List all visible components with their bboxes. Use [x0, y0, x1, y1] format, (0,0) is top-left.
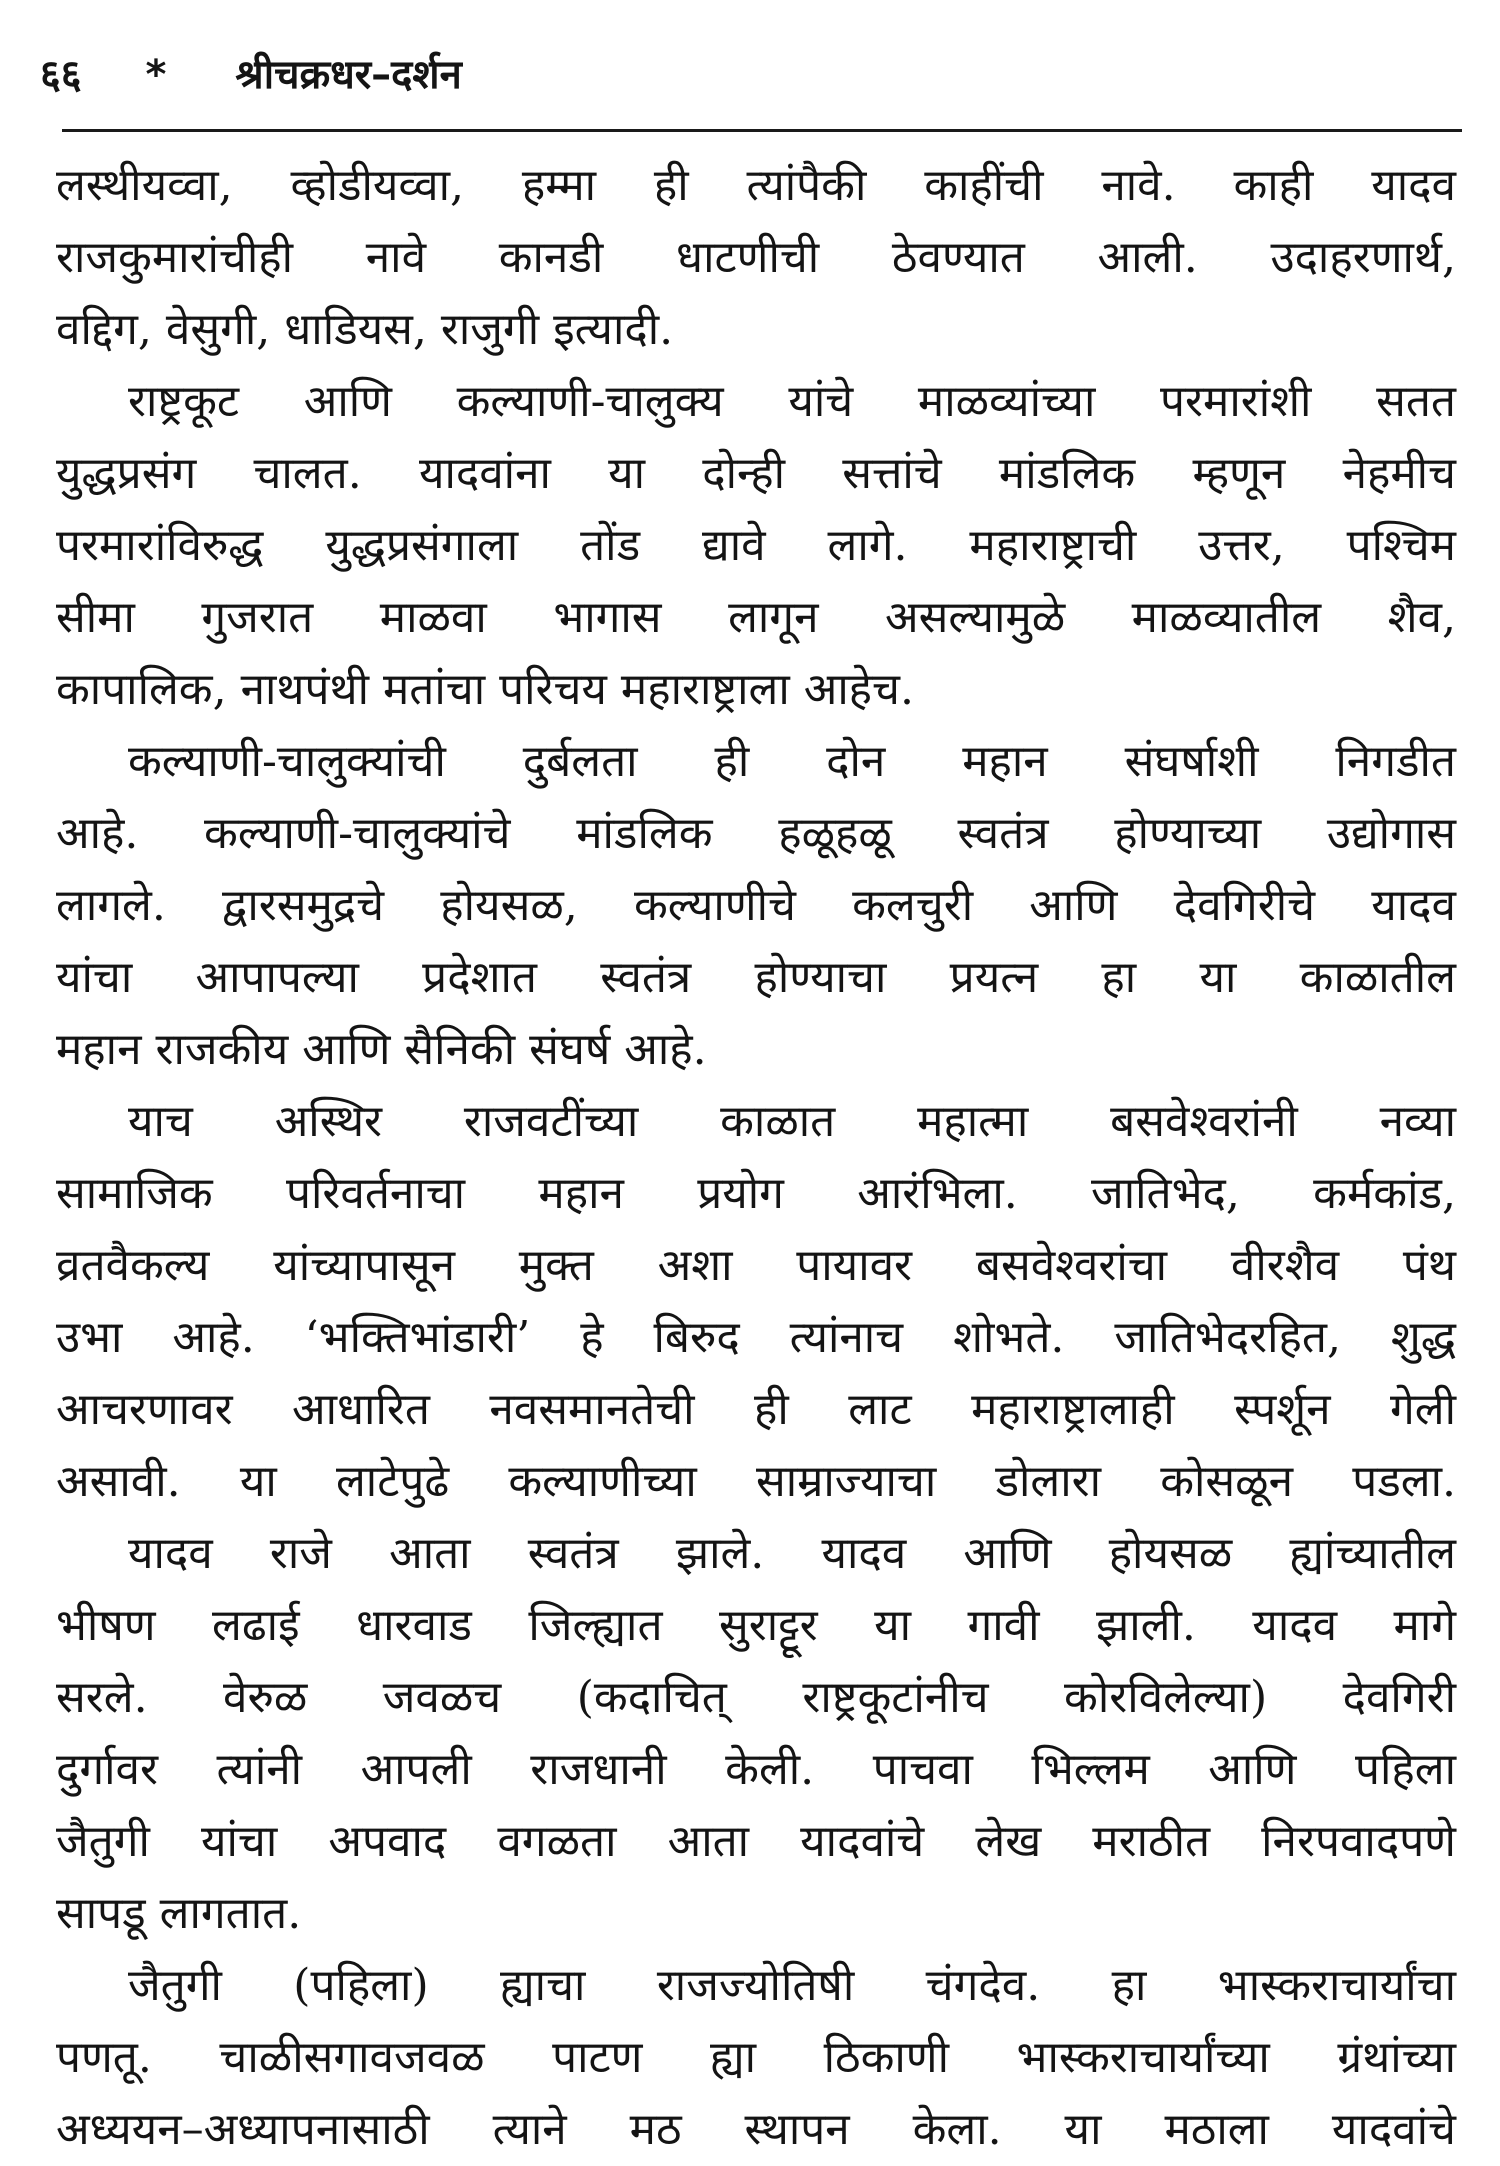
page-number: ६६ — [40, 52, 82, 98]
text-line: राजकुमारांचीही नावे कानडी धाटणीची ठेवण्यात आली. उदाहरणार्थ, — [56, 232, 1456, 283]
text-line: सरले. वेरुळ जवळच (कदाचित् राष्ट्रकूटांनीच कोरविलेल्या) देवगिरी — [56, 1672, 1456, 1723]
text-line: लागले. द्वारसमुद्रचे होयसळ, कल्याणीचे कलचुरी आणि देवगिरीचे यादव — [56, 880, 1456, 931]
text-line: व्रतवैकल्य यांच्यापासून मुक्त अशा पायावर बसवेश्वरांचा वीरशैव पंथ — [56, 1240, 1456, 1291]
body-text — [56, 150, 1456, 2166]
text-line: असावी. या लाटेपुढे कल्याणीच्या साम्राज्याचा डोलारा कोसळून पडला. — [56, 1456, 1456, 1507]
paragraph-1 — [56, 150, 1456, 366]
text-line: राष्ट्रकूट आणि कल्याणी-चालुक्य यांचे माळव्यांच्या परमारांशी सतत — [128, 376, 1456, 427]
text-line: कापालिक, नाथपंथी मतांचा परिचय महाराष्ट्राला आहेच. — [56, 664, 914, 715]
text-line: उभा आहे. ‘भक्तिभांडारी’ हे बिरुद त्यांनाच शोभते. जातिभेदरहित, शुद्ध — [56, 1312, 1456, 1363]
text-line: लस्थीयव्वा, व्होडीयव्वा, हम्मा ही त्यांपैकी काहींची नावे. काही यादव — [56, 160, 1456, 211]
text-line: सामाजिक परिवर्तनाचा महान प्रयोग आरंभिला. जातिभेद, कर्मकांड, — [56, 1168, 1456, 1219]
page-header — [40, 40, 1460, 110]
text-line: परमारांविरुद्ध युद्धप्रसंगाला तोंड द्यावे लागे. महाराष्ट्राची उत्तर, पश्चिम — [56, 520, 1456, 571]
text-line: पणतू. चाळीसगावजवळ पाटण ह्या ठिकाणी भास्कराचार्यांच्या ग्रंथांच्या — [56, 2032, 1456, 2083]
paragraph-6 — [56, 1950, 1456, 2166]
text-line: याच अस्थिर राजवटींच्या काळात महात्मा बसवेश्वरांनी नव्या — [128, 1096, 1456, 1147]
paragraph-2 — [56, 366, 1456, 726]
text-line: आहे. कल्याणी-चालुक्यांचे मांडलिक हळूहळू स्वतंत्र होण्याच्या उद्योगास — [56, 808, 1456, 859]
text-line: सापडू लागतात. — [56, 1888, 302, 1939]
text-line: दुर्गावर त्यांनी आपली राजधानी केली. पाचवा भिल्लम आणि पहिला — [56, 1744, 1456, 1795]
text-line: यादव राजे आता स्वतंत्र झाले. यादव आणि होयसळ ह्यांच्यातील — [128, 1528, 1456, 1579]
paragraph-4 — [56, 1086, 1456, 1518]
text-line: जैतुगी (पहिला) ह्याचा राजज्योतिषी चंगदेव. हा भास्कराचार्यांचा — [128, 1960, 1456, 2011]
text-line: युद्धप्रसंग चालत. यादवांना या दोन्ही सत्तांचे मांडलिक म्हणून नेहमीच — [56, 448, 1456, 499]
text-line: महान राजकीय आणि सैनिकी संघर्ष आहे. — [56, 1024, 707, 1075]
text-line: कल्याणी-चालुक्यांची दुर्बलता ही दोन महान संघर्षाशी निगडीत — [128, 736, 1456, 787]
text-line: अध्ययन–अध्यापनासाठी त्याने मठ स्थापन केला. या मठाला यादवांचे — [56, 2104, 1456, 2155]
text-line: भीषण लढाई धारवाड जिल्ह्यात सुराट्टूर या गावी झाली. यादव मागे — [56, 1600, 1456, 1651]
paragraph-5 — [56, 1518, 1456, 1950]
text-line: सीमा गुजरात माळवा भागास लागून असल्यामुळे माळव्यातील शैव, — [56, 592, 1456, 643]
header-star-ornament: * — [145, 52, 167, 98]
running-title: श्रीचक्रधर–दर्शन — [235, 52, 462, 98]
text-line: जैतुगी यांचा अपवाद वगळता आता यादवांचे लेख मराठीत निरपवादपणे — [56, 1816, 1456, 1867]
text-line: यांचा आपापल्या प्रदेशात स्वतंत्र होण्याचा प्रयत्न हा या काळातील — [56, 952, 1456, 1003]
paragraph-3 — [56, 726, 1456, 1086]
text-line: वद्दिग, वेसुगी, धाडियस, राजुगी इत्यादी. — [56, 304, 674, 355]
header-rule — [62, 129, 1462, 132]
text-line: आचरणावर आधारित नवसमानतेची ही लाट महाराष्ट्रालाही स्पर्शून गेली — [56, 1384, 1456, 1435]
